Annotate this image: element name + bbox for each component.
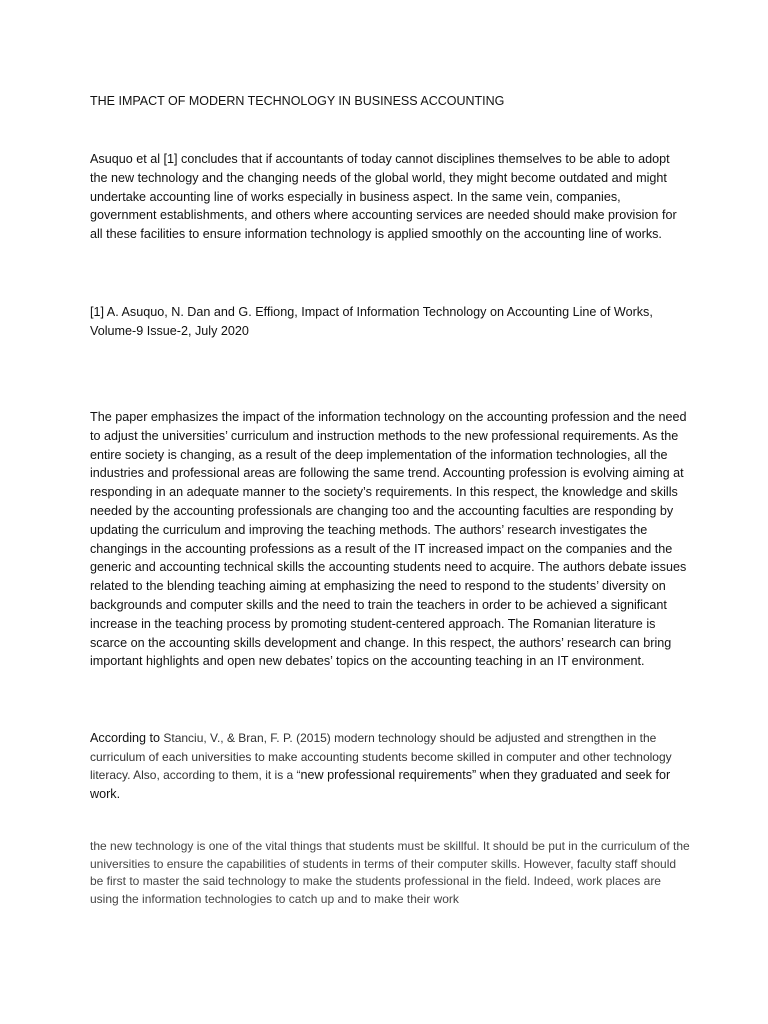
paragraph-asuquo-summary: Asuquo et al [1] concludes that if accountants of today cannot disciplines themselves to be able to adopt the new technology and the changing needs of the global world, they might become outdated and might undertake accounting line of works especially in business aspect. In the same vein, companies, government establishments, and others where accounting services are needed should make provision for all these facilities to ensure information technology is applied smoothly on the accounting line of works. bbox=[90, 152, 677, 242]
paragraph-new-technology: the new technology is one of the vital things that students must be skillful. It should be put in the curriculum of the universities to ensure the capabilities of students in terms of their computer skills. However, faculty staff should be first to master the said technology to make the students professional in the field. Indeed, work places are using the information technologies to catch up and to make their work bbox=[90, 839, 690, 906]
document-title: THE IMPACT OF MODERN TECHNOLOGY IN BUSINESS ACCOUNTING bbox=[90, 94, 505, 108]
professional-requirements-quote: new professional requirements” when they graduated and seek for work. bbox=[90, 768, 671, 801]
reference-citation: [1] A. Asuquo, N. Dan and G. Effiong, Impact of Information Technology on Accounting Line of Works, Volume-9 Issue-2, July 2020 bbox=[90, 305, 653, 338]
paragraph-stanciu-bran bbox=[90, 729, 690, 803]
stanciu-body-text: Stanciu, V., & Bran, F. P. (2015) modern technology should be adjusted and strengthen in the curriculum of each universities to make accounting students become skilled in computer and other technology literacy. Also, according to them, it is a “ bbox=[90, 731, 672, 782]
paragraph-paper-abstract: The paper emphasizes the impact of the information technology on the accounting profession and the need to adjust the universities’ curriculum and instruction methods to the new professional requirements. As the entire society is changing, as a result of the deep implementation of the information technologies, all the industries and professional areas are following the same trend. Accounting profession is evolving aiming at responding in an adequate manner to the society’s requirements. In this respect, the knowledge and skills needed by the accounting professionals are changing too and the accounting faculties are responding by updating the curriculum and improving the teaching methods. The authors’ research investigates the changings in the accounting professions as a result of the IT increased impact on the companies and the generic and accounting technical skills the accounting students need to acquire. The authors debate issues related to the blending teaching aiming at emphasizing the need to respond to the students’ diversity on backgrounds and computer skills and the need to train the teachers in order to be achieved a significant increase in the teaching process by promoting student-centered approach. The Romanian literature is scarce on the accounting skills development and change. In this respect, the authors’ research can bring important highlights and open new debates’ topics on the accounting teaching in an IT environment. bbox=[90, 410, 687, 669]
according-to-lead: According to bbox=[90, 731, 161, 745]
